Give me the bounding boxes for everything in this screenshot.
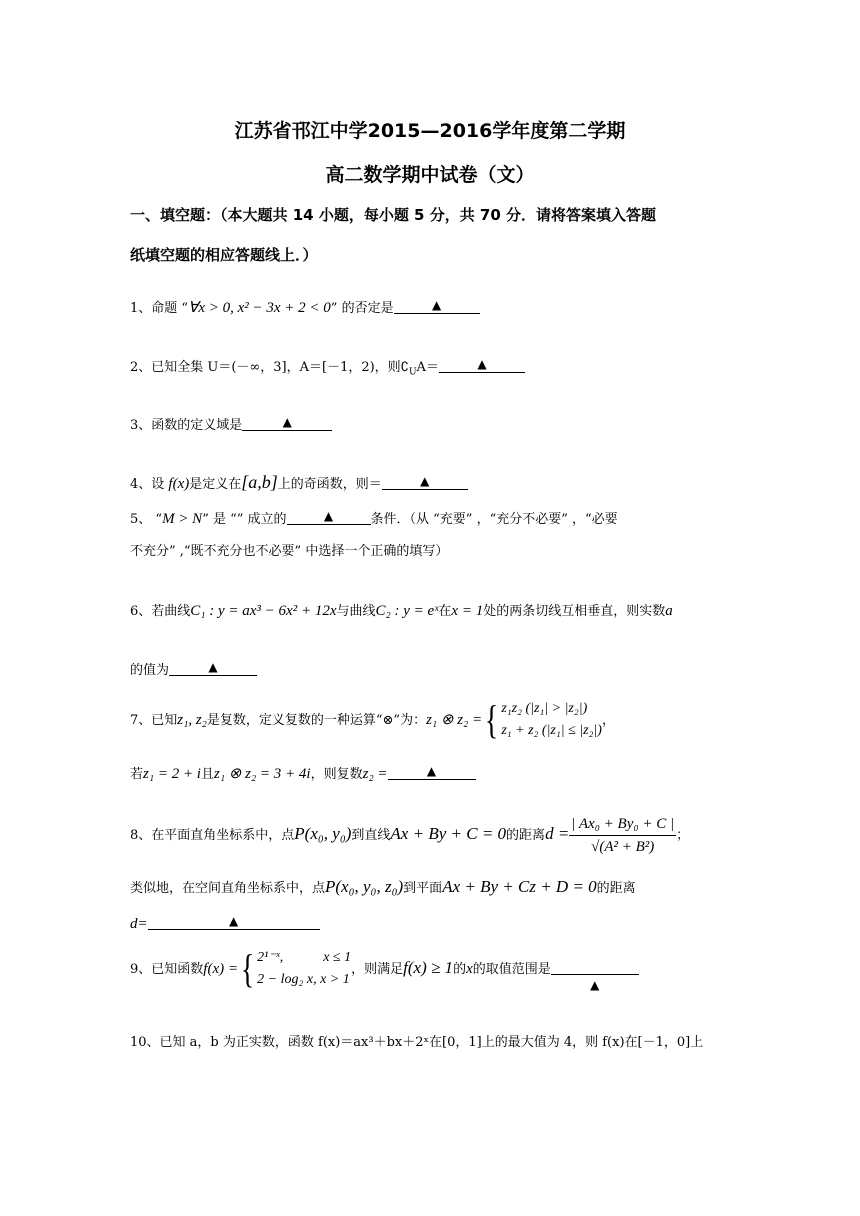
blank-marker-icon: ▲ — [208, 660, 218, 674]
answer-blank[interactable] — [394, 298, 480, 314]
question-3: 3、函数的定义域是 ▲ — [130, 415, 740, 435]
question-5-line2: 不充分” ,“既不充分也不必要” 中选择一个正确的填写） — [130, 544, 449, 559]
section-heading-line1: 一、填空题：（本大题共 14 小题，每小题 5 分，共 70 分．请将答案填入答题 — [130, 206, 657, 224]
answer-blank[interactable] — [242, 415, 332, 431]
question-7: 7、已知z₁, z₂是复数，定义复数的一种运算“⊗”为：z₁ ⊗ z₂ ={ z₁z₂ (|z₁| > |z₂|) z₁ + z₂ (|z₁| ≤ |z₂|)， — [130, 692, 740, 748]
answer-blank[interactable] — [169, 660, 257, 676]
blank-marker-icon: ▲ — [323, 509, 334, 523]
blank-marker-icon: ▲ — [282, 415, 292, 429]
question-6-line2: 的值为 ▲ — [130, 660, 740, 680]
question-8-line3: d= ▲ — [130, 914, 740, 934]
answer-blank[interactable] — [148, 914, 320, 930]
q1-formula: ∀x > 0, x² − 3x + 2 < 0 — [188, 300, 331, 316]
blank-marker-icon: ▲ — [426, 764, 437, 778]
question-8: 8、在平面直角坐标系中，点P(x₀, y₀)到直线Ax + By + C = 0的距离d = $\frac{\text{| Ax₀ + By₀ + C |}}{\text{√(A² + B²)}}$ ； — [130, 806, 740, 862]
exam-title-line2: 高二数学期中试卷（文） — [325, 164, 535, 186]
blank-marker-icon: ▲ — [477, 357, 487, 371]
answer-blank[interactable] — [382, 474, 468, 490]
q4-interval: [a,b] — [241, 472, 278, 492]
q7-piecewise: { z₁z₂ (|z₁| > |z₂|) z₁ + z₂ (|z₁| ≤ |z₂|) — [485, 697, 602, 742]
blank-marker-icon: ▲ — [229, 914, 239, 928]
q8-distance-fraction: $\frac{\text{| Ax₀ + By₀ + C |}}{\text{√(A² + B²)}}$ — [569, 813, 676, 858]
question-6: 6、若曲线C₁ : y = ax³ − 6x² + 12x与曲线C₂ : y = eˣ在x = 1处的两条切线互相垂直，则实数a — [130, 603, 673, 619]
blank-marker-icon: ▲ — [431, 298, 442, 312]
question-9: 9、已知函数f(x) ={ 2¹⁻ˣ, x ≤ 1 2 − log₂ x, x > 1，则满足f(x) ≥ 1的x的取值范围是 ▲ — [130, 940, 740, 996]
question-1: 1、命题 “∀x > 0, x² − 3x + 2 < 0” 的否定是 ▲ — [130, 298, 740, 318]
question-8-line2: 类似地，在空间直角坐标系中，点P(x₀, y₀, z₀)到平面Ax + By + Cz + D = 0的距离 — [130, 877, 636, 896]
question-10: 10、已知 a，b 为正实数，函数 f(x)＝ax³＋bx＋2ˣ在[0，1]上的最大值为 4，则 f(x)在[－1，0]上 — [130, 1035, 704, 1050]
blank-marker-icon: ▲ — [590, 978, 600, 992]
question-4: 4、设 f(x)是定义在[a,b]上的奇函数，则＝ ▲ — [130, 473, 740, 494]
question-7-line2: 若z₁ = 2 + i且z₁ ⊗ z₂ = 3 + 4i，则复数z₂ = ▲ — [130, 764, 740, 784]
blank-marker-icon: ▲ — [420, 474, 430, 488]
answer-blank[interactable] — [388, 764, 476, 780]
q9-piecewise: { 2¹⁻ˣ, x ≤ 1 2 − log₂ x, x > 1 — [240, 946, 352, 991]
answer-blank[interactable] — [439, 357, 525, 373]
answer-blank[interactable] — [287, 509, 371, 525]
question-2: 2、已知全集 U＝(－∞，3]，A＝[－1，2)，则$∁_UA=$ ▲ — [130, 357, 740, 382]
section-heading-line2: 纸填空题的相应答题线上．） — [130, 246, 318, 264]
exam-title-line1: 江苏省邗江中学2015—2016学年度第二学期 — [234, 120, 626, 142]
answer-blank[interactable] — [551, 959, 639, 992]
question-5: 5、 “M > N” 是 “” 成立的 ▲ 条件．（从 “充要” ，“充分不必要” ，“必要 — [130, 509, 618, 527]
